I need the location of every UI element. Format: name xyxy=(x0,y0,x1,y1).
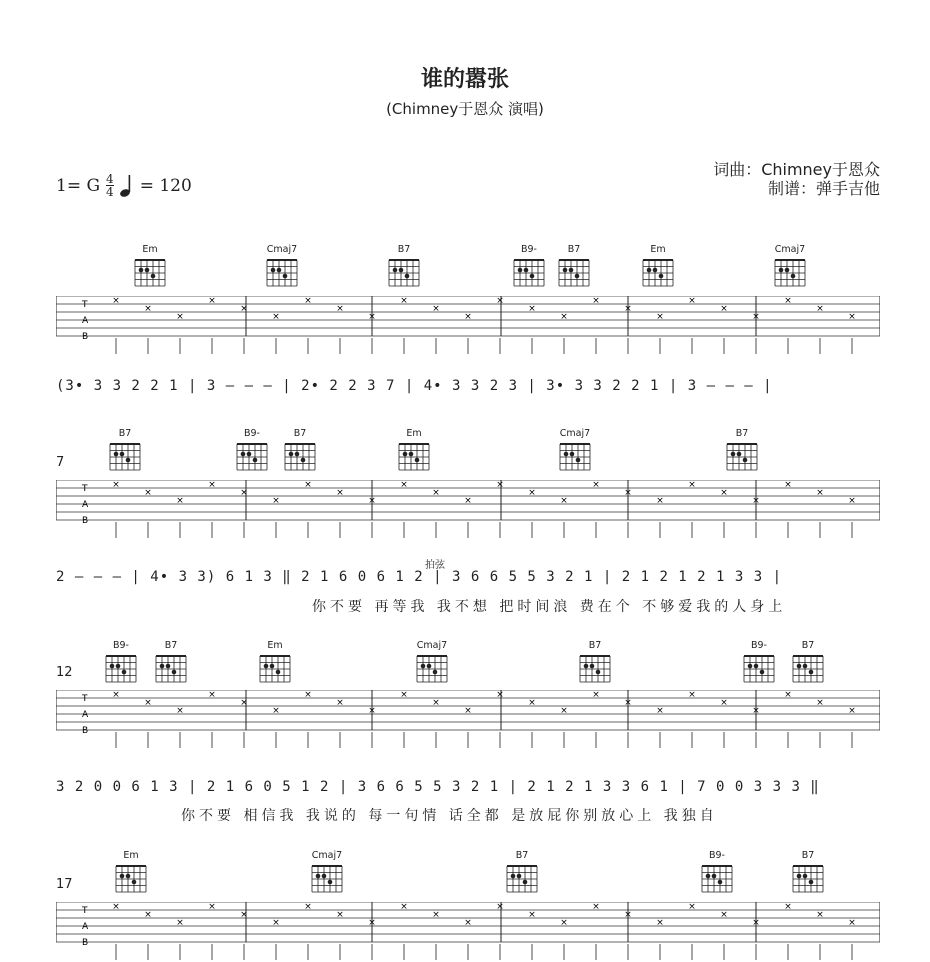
svg-text:×: × xyxy=(208,690,216,700)
quarter-note-icon xyxy=(120,174,134,198)
chord-diagram: B7 xyxy=(504,850,540,896)
chord-grid xyxy=(234,440,270,474)
svg-text:×: × xyxy=(624,910,632,920)
svg-text:×: × xyxy=(272,312,280,322)
svg-text:×: × xyxy=(816,698,824,708)
chord-grid xyxy=(790,862,826,896)
tempo-value: = 120 xyxy=(139,175,192,196)
chord-diagram: B7 xyxy=(386,244,422,290)
chord-diagram: B7 xyxy=(790,640,826,686)
svg-text:×: × xyxy=(720,910,728,920)
svg-text:×: × xyxy=(432,304,440,314)
chord-diagram: B9- xyxy=(699,850,735,896)
svg-text:×: × xyxy=(208,296,216,306)
chord-grid xyxy=(309,862,345,896)
chord-grid xyxy=(699,862,735,896)
chord-grid xyxy=(414,652,450,686)
svg-text:×: × xyxy=(464,312,472,322)
svg-text:×: × xyxy=(720,698,728,708)
tab-staff xyxy=(56,690,880,750)
svg-text:×: × xyxy=(368,496,376,506)
svg-text:×: × xyxy=(720,488,728,498)
key-tempo-line xyxy=(56,173,192,198)
svg-text:B: B xyxy=(82,332,89,342)
svg-text:×: × xyxy=(304,480,312,490)
svg-text:×: × xyxy=(432,698,440,708)
chord-diagram: Cmaj7 xyxy=(557,428,593,474)
tab-staff xyxy=(56,480,880,540)
svg-text:×: × xyxy=(272,706,280,716)
svg-text:×: × xyxy=(176,312,184,322)
svg-text:×: × xyxy=(752,706,760,716)
svg-text:×: × xyxy=(336,910,344,920)
chord-grid xyxy=(264,256,300,290)
chord-grid xyxy=(557,440,593,474)
svg-text:×: × xyxy=(688,690,696,700)
svg-text:×: × xyxy=(368,918,376,928)
chord-grid xyxy=(103,652,139,686)
svg-text:×: × xyxy=(848,706,856,716)
svg-text:×: × xyxy=(144,910,152,920)
svg-text:×: × xyxy=(528,698,536,708)
time-signature: $\frac{4}{4}$ xyxy=(106,172,114,199)
chord-grid xyxy=(772,256,808,290)
chord-diagram: B7 xyxy=(577,640,613,686)
chord-grid xyxy=(741,652,777,686)
chord-diagram: Em xyxy=(640,244,676,290)
svg-text:×: × xyxy=(848,496,856,506)
svg-text:×: × xyxy=(336,698,344,708)
chord-diagram: Em xyxy=(132,244,168,290)
svg-text:×: × xyxy=(240,488,248,498)
svg-text:×: × xyxy=(496,902,504,912)
svg-text:×: × xyxy=(816,910,824,920)
svg-text:×: × xyxy=(848,312,856,322)
chord-grid xyxy=(282,440,318,474)
chord-diagram: B9- xyxy=(234,428,270,474)
svg-text:×: × xyxy=(656,918,664,928)
svg-text:×: × xyxy=(816,304,824,314)
svg-text:×: × xyxy=(592,690,600,700)
svg-text:×: × xyxy=(432,488,440,498)
svg-text:T: T xyxy=(82,906,88,916)
system-number: 17 xyxy=(56,877,73,892)
svg-text:×: × xyxy=(464,918,472,928)
svg-text:A: A xyxy=(82,710,89,720)
tab-staff xyxy=(56,902,880,962)
chord-diagram: Em xyxy=(113,850,149,896)
technique-annotation: 拍弦 xyxy=(425,560,445,571)
chord-grid xyxy=(511,256,547,290)
svg-text:A: A xyxy=(82,500,89,510)
svg-text:×: × xyxy=(592,902,600,912)
chord-grid xyxy=(790,652,826,686)
svg-text:×: × xyxy=(240,304,248,314)
svg-text:×: × xyxy=(400,296,408,306)
svg-text:×: × xyxy=(784,690,792,700)
svg-text:B: B xyxy=(82,726,89,736)
svg-text:×: × xyxy=(240,910,248,920)
svg-text:×: × xyxy=(656,706,664,716)
svg-text:×: × xyxy=(144,304,152,314)
svg-text:×: × xyxy=(688,296,696,306)
svg-text:×: × xyxy=(752,918,760,928)
chord-diagram: Cmaj7 xyxy=(264,244,300,290)
lyrics-line: 你不要 相信我 我说的 每一句情 话全都 是放屁你别放心上 我独自 xyxy=(181,808,718,824)
tab-staff xyxy=(56,296,880,356)
chord-diagram: Cmaj7 xyxy=(414,640,450,686)
system-number: 7 xyxy=(56,455,65,470)
svg-text:×: × xyxy=(624,304,632,314)
chord-grid xyxy=(504,862,540,896)
svg-text:×: × xyxy=(752,312,760,322)
svg-text:×: × xyxy=(656,496,664,506)
svg-text:×: × xyxy=(560,312,568,322)
svg-text:×: × xyxy=(432,910,440,920)
svg-text:T: T xyxy=(82,694,88,704)
chord-grid xyxy=(577,652,613,686)
svg-text:×: × xyxy=(464,706,472,716)
svg-text:×: × xyxy=(336,304,344,314)
chord-grid xyxy=(107,440,143,474)
svg-text:×: × xyxy=(368,312,376,322)
svg-text:×: × xyxy=(496,480,504,490)
chord-diagram: B7 xyxy=(790,850,826,896)
chord-diagram: Cmaj7 xyxy=(309,850,345,896)
svg-text:×: × xyxy=(848,918,856,928)
chord-diagram: B9- xyxy=(103,640,139,686)
song-subtitle: (Chimney于恩众 演唱) xyxy=(386,100,544,118)
chord-diagram: Cmaj7 xyxy=(772,244,808,290)
chord-diagram: B9- xyxy=(741,640,777,686)
key-signature: 1= G xyxy=(56,175,101,196)
chord-diagram: B7 xyxy=(556,244,592,290)
chord-grid xyxy=(396,440,432,474)
svg-text:×: × xyxy=(496,296,504,306)
system-number: 12 xyxy=(56,665,73,680)
numbered-notation: 3 2 0 0 6 1 3 | 2 1 6 0 5 1 2 | 3 6 6 5 5 3 2 1 | 2 1 2 1 3 3 6 1 | 7 0 0 3 3 3 ‖ xyxy=(56,779,820,795)
svg-text:×: × xyxy=(688,480,696,490)
song-title: 谁的嚣张 xyxy=(420,67,509,92)
chord-diagram: Em xyxy=(257,640,293,686)
chord-grid xyxy=(132,256,168,290)
svg-text:×: × xyxy=(208,480,216,490)
svg-text:×: × xyxy=(304,690,312,700)
chord-grid xyxy=(386,256,422,290)
svg-text:T: T xyxy=(82,300,88,310)
svg-text:×: × xyxy=(304,902,312,912)
svg-text:×: × xyxy=(528,488,536,498)
credit-tab: 制谱：弹手吉他 xyxy=(767,179,880,198)
chord-diagram: Em xyxy=(396,428,432,474)
svg-text:T: T xyxy=(82,484,88,494)
svg-text:×: × xyxy=(304,296,312,306)
svg-text:×: × xyxy=(176,706,184,716)
chord-grid xyxy=(724,440,760,474)
chord-grid xyxy=(556,256,592,290)
svg-text:×: × xyxy=(752,496,760,506)
chord-grid xyxy=(257,652,293,686)
svg-text:×: × xyxy=(784,902,792,912)
svg-text:A: A xyxy=(82,922,89,932)
svg-text:×: × xyxy=(400,690,408,700)
svg-text:×: × xyxy=(624,698,632,708)
svg-text:×: × xyxy=(528,304,536,314)
lyrics-line: 你不要 再等我 我不想 把时间浪 费在个 不够爱我的人身上 xyxy=(312,599,787,615)
chord-grid xyxy=(113,862,149,896)
svg-text:×: × xyxy=(272,496,280,506)
svg-text:×: × xyxy=(112,296,120,306)
numbered-notation: (3• 3 3 2 2 1 | 3 – – – | 2• 2 2 3 7 | 4• 3 3 2 3 | 3• 3 3 2 2 1 | 3 – – – | xyxy=(56,378,773,394)
svg-text:×: × xyxy=(720,304,728,314)
numbered-notation: 2 – – – | 4• 3 3) 6 1 3 ‖ 2 1 6 0 6 1 2 | 3 6 6 5 5 3 2 1 | 2 1 2 1 2 1 3 3 | xyxy=(56,569,783,585)
svg-text:×: × xyxy=(560,918,568,928)
chord-diagram: B7 xyxy=(724,428,760,474)
credits xyxy=(713,160,880,198)
credit-lyrics: 词曲：Chimney于恩众 xyxy=(713,160,880,179)
svg-text:×: × xyxy=(336,488,344,498)
svg-text:×: × xyxy=(496,690,504,700)
svg-text:A: A xyxy=(82,316,89,326)
svg-text:×: × xyxy=(624,488,632,498)
svg-text:×: × xyxy=(240,698,248,708)
svg-text:×: × xyxy=(112,902,120,912)
svg-text:×: × xyxy=(176,496,184,506)
chord-diagram: B9- xyxy=(511,244,547,290)
chord-grid xyxy=(153,652,189,686)
chord-grid xyxy=(640,256,676,290)
svg-text:×: × xyxy=(400,902,408,912)
svg-text:×: × xyxy=(656,312,664,322)
svg-text:×: × xyxy=(528,910,536,920)
svg-text:×: × xyxy=(592,296,600,306)
chord-diagram: B7 xyxy=(282,428,318,474)
svg-text:×: × xyxy=(144,698,152,708)
svg-text:×: × xyxy=(816,488,824,498)
svg-text:×: × xyxy=(208,902,216,912)
svg-text:×: × xyxy=(560,706,568,716)
svg-text:B: B xyxy=(82,516,89,526)
chord-diagram: B7 xyxy=(107,428,143,474)
svg-text:×: × xyxy=(688,902,696,912)
svg-text:×: × xyxy=(176,918,184,928)
svg-text:×: × xyxy=(400,480,408,490)
chord-diagram: B7 xyxy=(153,640,189,686)
svg-text:×: × xyxy=(592,480,600,490)
svg-text:×: × xyxy=(368,706,376,716)
svg-text:×: × xyxy=(784,480,792,490)
svg-text:×: × xyxy=(560,496,568,506)
svg-text:×: × xyxy=(272,918,280,928)
svg-text:×: × xyxy=(784,296,792,306)
svg-text:×: × xyxy=(144,488,152,498)
svg-text:B: B xyxy=(82,938,89,948)
svg-text:×: × xyxy=(464,496,472,506)
svg-text:×: × xyxy=(112,690,120,700)
svg-text:×: × xyxy=(112,480,120,490)
